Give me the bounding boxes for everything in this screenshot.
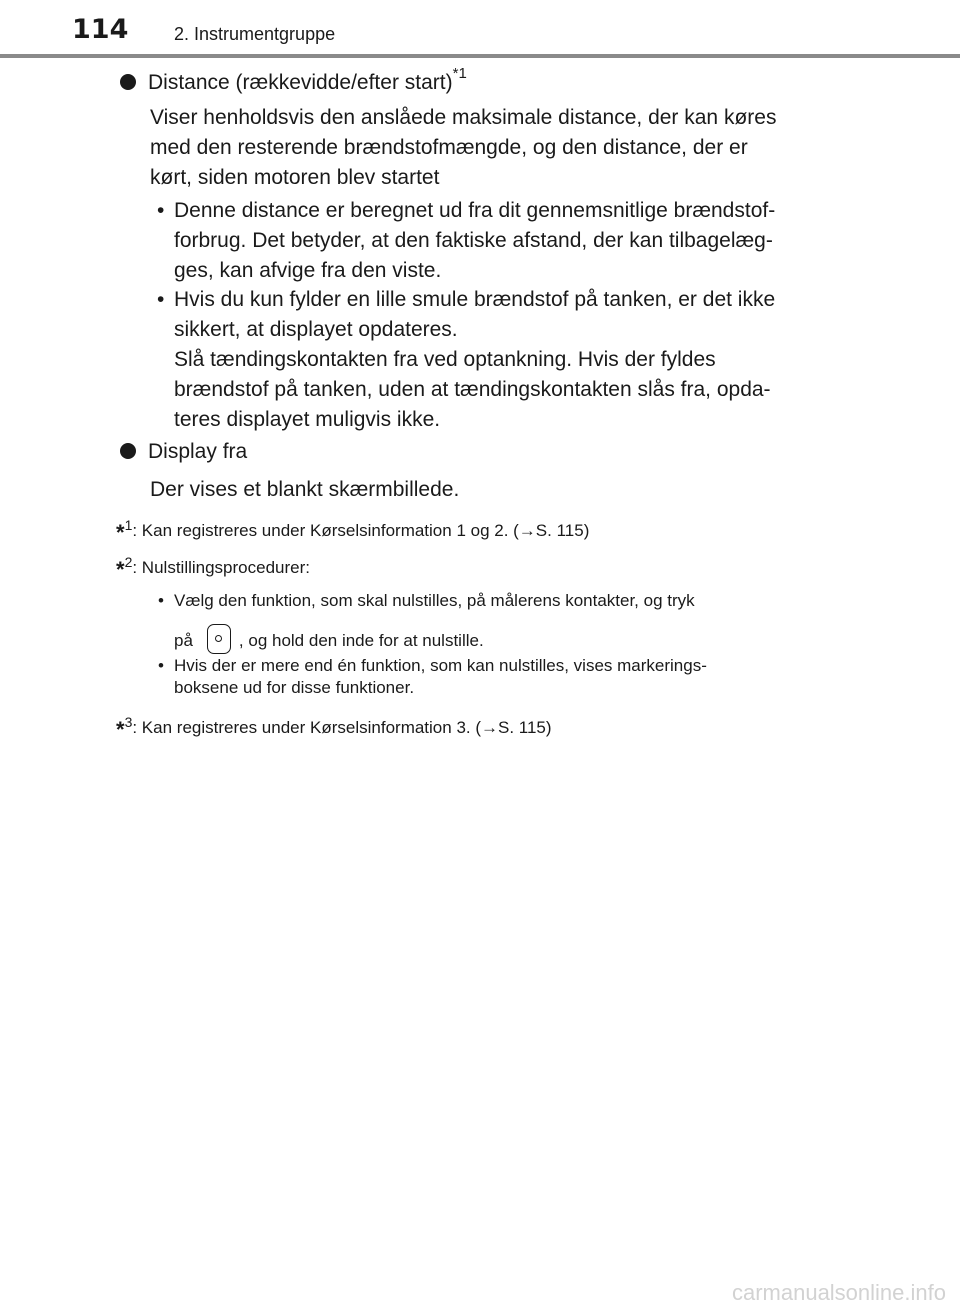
text-line: boksene ud for disse funktioner. [174,678,415,697]
header-divider [0,54,960,58]
footnote-number: 3 [124,714,133,730]
distance-note-2 [150,285,842,435]
footnote-number: 2 [124,554,133,570]
bullet-marker: • [158,656,164,675]
bullet-dot-icon [120,443,136,459]
text-line: Vælg den funktion, som skal nulstilles, på målerens kontakter, og tryk [174,591,695,610]
text-line: ges, kan afvige fra den viste. [174,259,442,282]
text-line: forbrug. Det betyder, at den faktiske afstand, der kan tilbagelæg- [174,229,773,252]
distance-heading [120,62,467,98]
distance-note-1 [150,196,842,286]
bullet-marker: • [157,288,165,311]
bullet-marker: • [157,199,165,222]
footnote-star: * [116,717,125,742]
footnote-1 [116,514,589,544]
text-line: teres displayet muligvis ikke. [174,408,441,431]
watermark: carmanualsonline.info [731,1280,946,1305]
footnote-star: * [116,557,125,582]
text-line: Slå tændingskontakten fra ved optankning. Hvis der fyldes [174,348,716,371]
text-line: Viser henholdsvis den anslåede maksimale distance, der kan køres [150,106,777,129]
display-off-description: Der vises et blankt skærmbillede. [150,478,460,501]
footnote-star: * [116,520,125,545]
text-line: Denne distance er beregnet ud fra dit gennemsnitlige brændstof- [174,199,776,222]
text-line: brændstof på tanken, uden at tændingskontakten slås fra, opda- [174,378,771,401]
footnote-number: 1 [124,517,133,533]
text-line-with-icon [174,624,844,654]
text-line: Hvis der er mere end én funktion, som kan nulstilles, vises markerings- [174,656,707,675]
footnote-text: : Kan registreres under Kørselsinformation 1 og 2. (→S. 115) [132,521,590,540]
page-header [0,0,960,60]
text-fragment: på [174,631,193,650]
footnote-text: : Kan registreres under Kørselsinformation 3. (→S. 115) [132,718,552,737]
footnote-2 [116,551,310,581]
footnote-text: : Nulstillingsprocedurer: [132,558,310,577]
distance-description [150,103,842,193]
text-line: Hvis du kun fylder en lille smule brændstof på tanken, er det ikke [174,288,776,311]
distance-heading-text: Distance (rækkevidde/efter start) [148,71,453,94]
section-title: 2. Instrumentgruppe [174,24,336,44]
meter-control-button-icon [207,624,231,654]
bullet-dot-icon [120,74,136,90]
text-fragment: , og hold den inde for at nulstille. [238,631,484,650]
footnote-ref: *1 [452,65,467,82]
display-off-heading [120,437,247,467]
footnote-3 [116,711,552,741]
reset-step-1 [154,590,844,654]
reset-step-2 [154,655,844,699]
display-off-heading-text: Display fra [148,440,248,463]
text-line: med den resterende brændstofmængde, og den distance, der er [150,136,748,159]
text-line: sikkert, at displayet opdateres. [174,318,458,341]
page-number: 114 [72,14,129,45]
text-line: kørt, siden motoren blev startet [150,166,440,189]
bullet-marker: • [158,591,164,610]
